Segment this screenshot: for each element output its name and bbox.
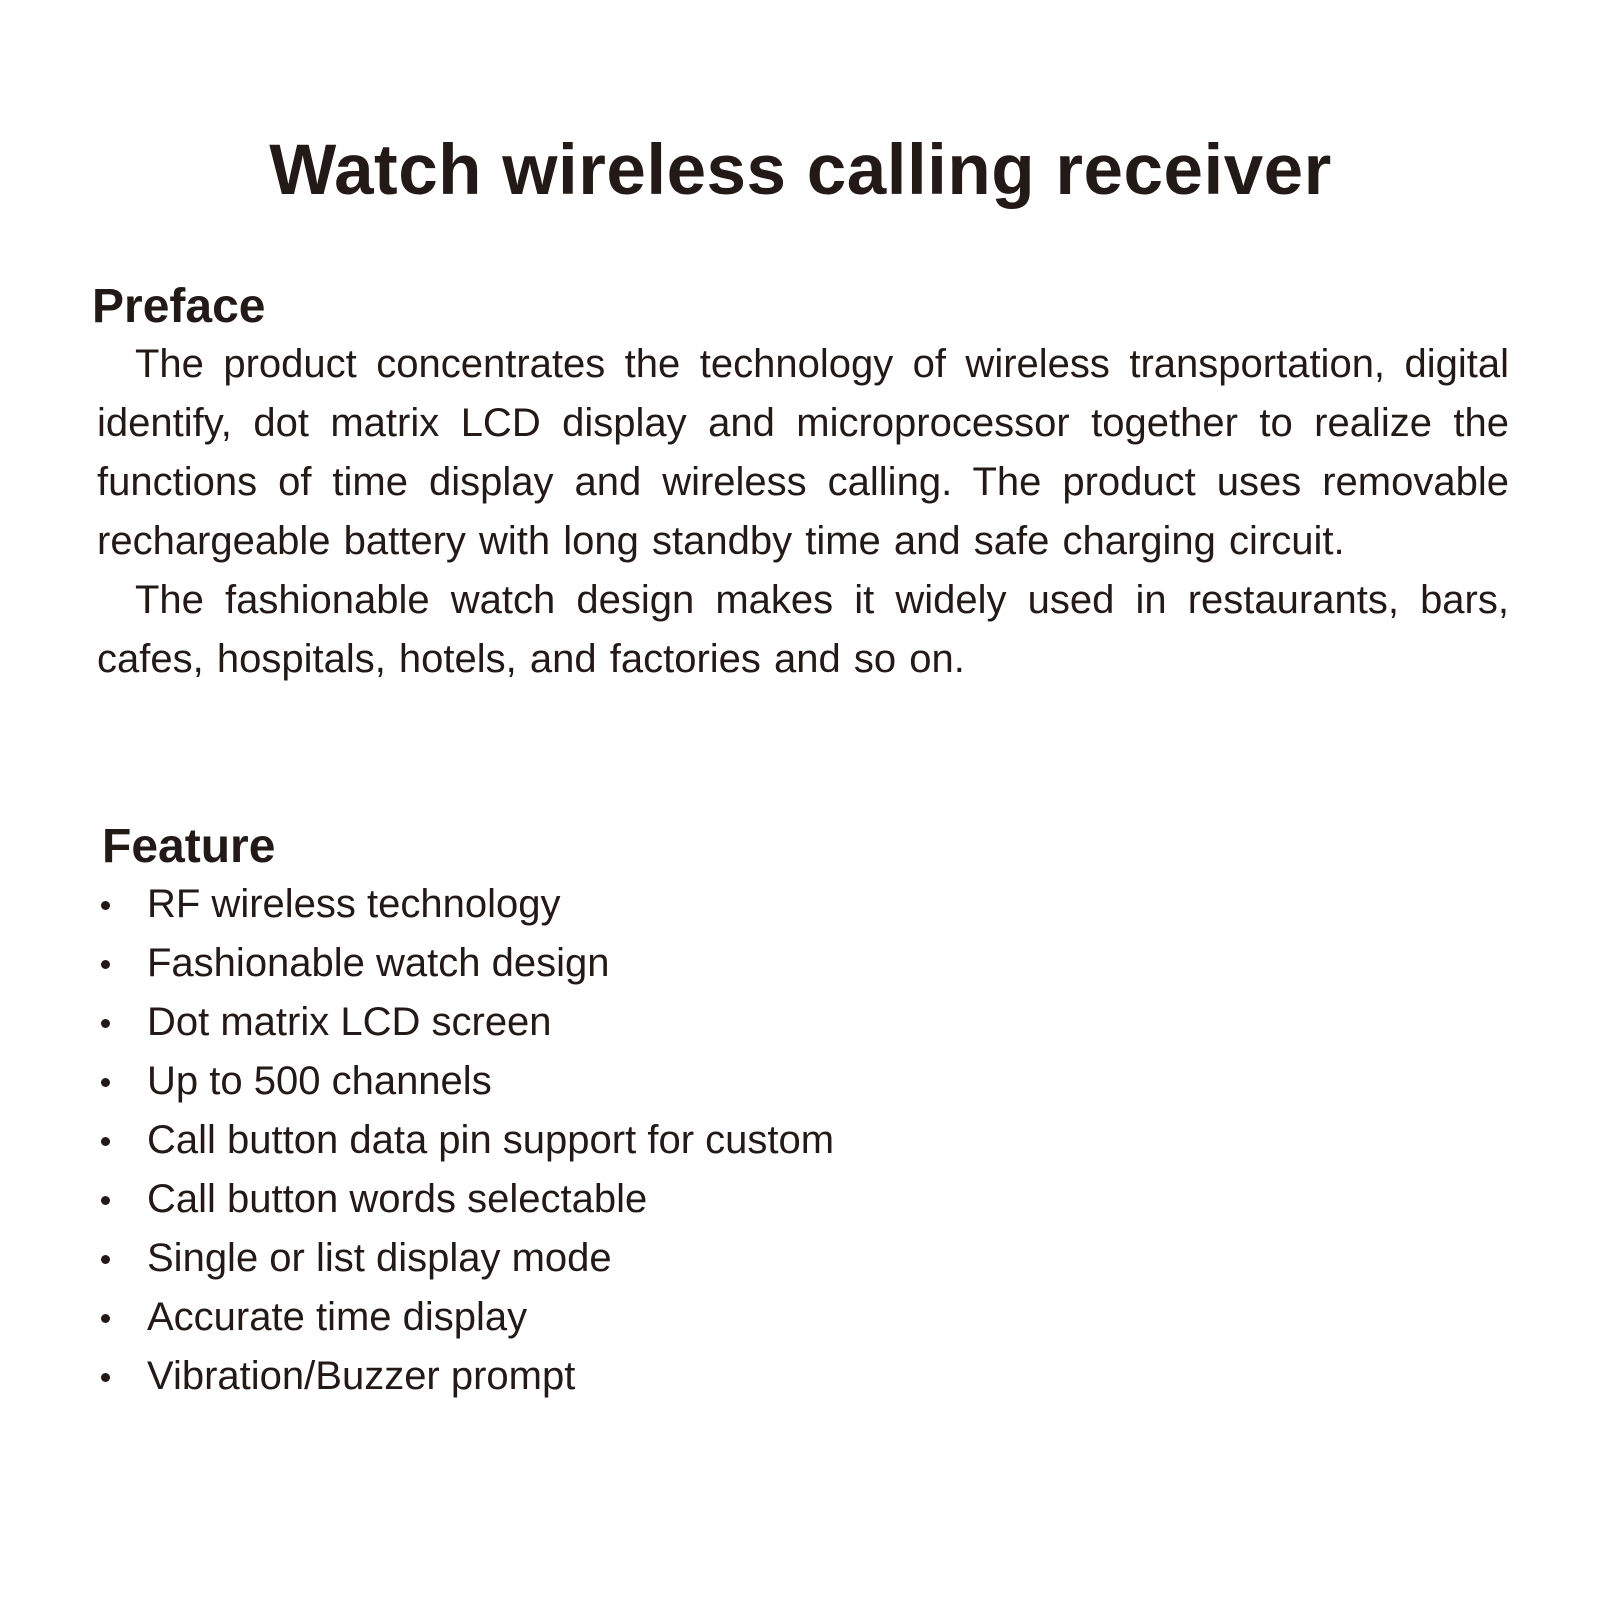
bullet-dot-icon	[101, 1078, 110, 1087]
document-title: Watch wireless calling receiver	[269, 131, 1332, 210]
feature-item	[97, 1229, 1297, 1288]
feature-item	[97, 1052, 1297, 1111]
preface-paragraph-2: The fashionable watch design makes it widely used in restaurants, bars, cafes, hospitals, hotels, and factories and so on.	[97, 578, 1509, 681]
preface-heading: Preface	[92, 280, 266, 333]
bullet-dot-icon	[101, 901, 110, 910]
feature-item	[97, 934, 1297, 993]
preface-paragraph-1: The product concentrates the technology of wireless transportation, digital identify, dot matrix LCD display and microprocessor together to realize the functions of time display and wireless calling. The product uses removable rechargeable battery with long standby time and safe charging circuit.	[97, 342, 1509, 563]
feature-item	[97, 875, 1297, 934]
feature-heading: Feature	[102, 820, 276, 873]
feature-item	[97, 993, 1297, 1052]
preface-body	[97, 335, 1509, 689]
bullet-dot-icon	[101, 1137, 110, 1146]
bullet-dot-icon	[101, 1196, 110, 1205]
feature-item-label: Accurate time display	[147, 1295, 528, 1339]
feature-item	[97, 1111, 1297, 1170]
feature-item	[97, 1288, 1297, 1347]
feature-item-label: Up to 500 channels	[147, 1059, 492, 1103]
feature-item	[97, 1170, 1297, 1229]
feature-item-label: Call button words selectable	[147, 1177, 648, 1221]
feature-item-label: Call button data pin support for custom	[147, 1118, 835, 1162]
feature-item-label: Vibration/Buzzer prompt	[147, 1354, 576, 1398]
bullet-dot-icon	[101, 1314, 110, 1323]
bullet-dot-icon	[101, 960, 110, 969]
feature-item-label: Dot matrix LCD screen	[147, 1000, 552, 1044]
bullet-dot-icon	[101, 1019, 110, 1028]
bullet-dot-icon	[101, 1373, 110, 1382]
feature-item-label: Fashionable watch design	[147, 941, 610, 985]
feature-list	[97, 875, 1297, 1406]
feature-item-label: RF wireless technology	[147, 882, 561, 926]
feature-item-label: Single or list display mode	[147, 1236, 612, 1280]
feature-item	[97, 1347, 1297, 1406]
bullet-dot-icon	[101, 1255, 110, 1264]
